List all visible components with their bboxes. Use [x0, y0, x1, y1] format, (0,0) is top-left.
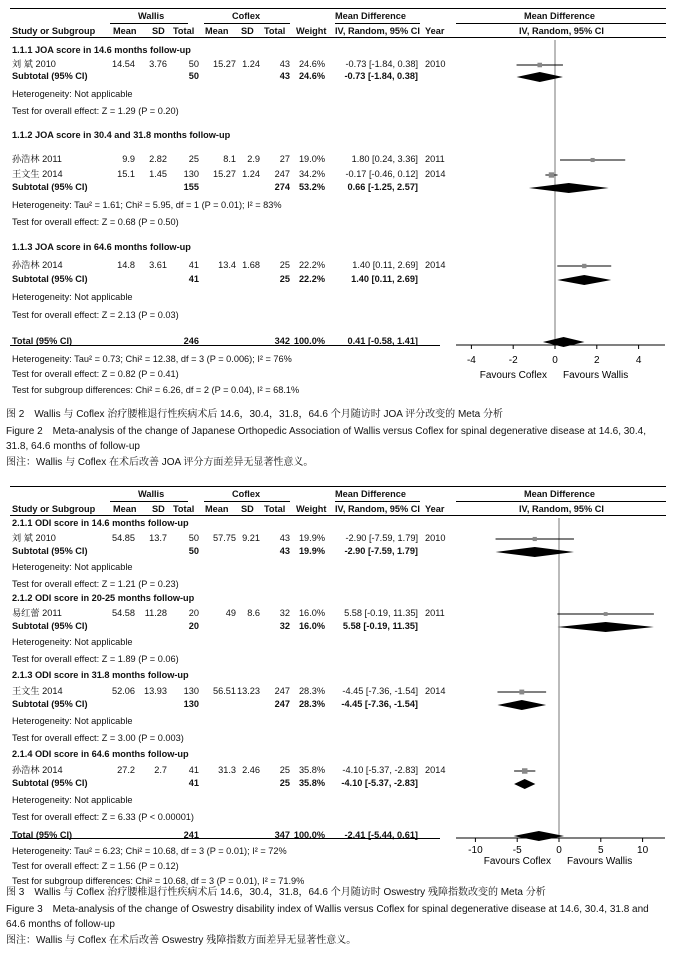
- mean-header-wallis: Mean: [113, 504, 137, 514]
- footer-stat: Heterogeneity: Tau² = 0.73; Chi² = 12.38, df = 3 (P = 0.006); I² = 76%: [12, 354, 292, 364]
- weight-header: Weight: [296, 26, 327, 36]
- heterogeneity-text: Heterogeneity: Not applicable: [12, 562, 133, 572]
- total-coflex: 27: [279, 154, 290, 164]
- weight: 16.0%: [298, 608, 325, 618]
- study-name: 刘 斌 2010: [12, 533, 56, 543]
- mean-difference-ci: 0.41 [-0.58, 1.41]: [347, 336, 418, 346]
- weight: 35.8%: [298, 778, 325, 788]
- weight: 35.8%: [298, 765, 325, 775]
- md-header: Mean Difference: [335, 489, 406, 499]
- total-wallis: 130: [183, 169, 199, 179]
- subtotal-label: Subtotal (95% CI): [12, 71, 88, 81]
- mean-difference-ci: -4.10 [-5.37, -2.83]: [342, 765, 418, 775]
- mean-difference-ci: 1.40 [0.11, 2.69]: [352, 260, 418, 270]
- effect-square: [522, 768, 527, 773]
- total-wallis: 155: [183, 182, 199, 192]
- weight: 24.6%: [298, 59, 325, 69]
- sd-wallis: 3.76: [149, 59, 167, 69]
- x-tick-label: 10: [637, 845, 649, 856]
- sd-wallis: 2.7: [154, 765, 167, 775]
- footer-stat: Test for overall effect: Z = 0.82 (P = 0.41): [12, 369, 179, 379]
- year: 2014: [425, 169, 446, 179]
- mean-difference-ci: 1.80 [0.24, 3.36]: [351, 154, 418, 164]
- total-wallis: 50: [188, 533, 199, 543]
- subgroup-title: 1.1.2 JOA score in 30.4 and 31.8 months follow-up: [12, 130, 231, 140]
- mean-header-coflex: Mean: [205, 504, 229, 514]
- effect-square: [604, 612, 608, 616]
- mean-wallis: 54.85: [112, 533, 135, 543]
- caption-note: 图注：Wallis 与 Coflex 在术后改善 JOA 评分方面差异无显著性意义。: [6, 457, 314, 468]
- subtotal-label: Subtotal (95% CI): [12, 182, 88, 192]
- year-header: Year: [425, 26, 445, 36]
- effect-square: [533, 537, 537, 541]
- effect-square: [549, 172, 554, 177]
- weight: 16.0%: [298, 621, 325, 631]
- mean-wallis: 15.1: [117, 169, 135, 179]
- sd-header-wallis: SD: [152, 504, 165, 514]
- overall-effect-text: Test for overall effect: Z = 1.29 (P = 0.20): [12, 106, 179, 116]
- sd-coflex: 2.9: [247, 154, 260, 164]
- sd-wallis: 13.93: [144, 686, 167, 696]
- mean-coflex: 15.27: [213, 169, 236, 179]
- total-label: Total (95% CI): [12, 336, 73, 346]
- weight-header: Weight: [296, 504, 327, 514]
- total-label: Total (95% CI): [12, 830, 73, 840]
- total-coflex: 247: [274, 169, 290, 179]
- study-name: 王文生 2014: [12, 169, 63, 179]
- total-coflex: 32: [279, 608, 290, 618]
- year: 2010: [425, 533, 446, 543]
- total-coflex: 247: [274, 699, 290, 709]
- mean-header-wallis: Mean: [113, 26, 137, 36]
- favours-left-label: Favours Coflex: [479, 370, 547, 381]
- plot-md-method-header: IV, Random, 95% CI: [519, 26, 604, 36]
- heterogeneity-text: Heterogeneity: Not applicable: [12, 795, 133, 805]
- caption-en: Figure 2 Meta-analysis of the change of Japanese Orthopedic Association of Wallis versus Coflex for spinal degenerative disease at 14.6, 30.4, 31.8, 64.6 months of follow-up: [6, 426, 646, 452]
- subgroup-title: 2.1.1 ODI score in 14.6 months follow-up: [12, 518, 189, 528]
- mean-difference-ci: -0.17 [-0.46, 0.12]: [345, 169, 418, 179]
- sd-coflex: 9.21: [242, 533, 260, 543]
- total-wallis: 50: [188, 546, 199, 556]
- group-header-wallis: Wallis: [138, 489, 165, 499]
- x-tick-label: 0: [556, 845, 562, 856]
- mean-coflex: 13.4: [218, 260, 236, 270]
- total-wallis: 25: [188, 154, 199, 164]
- study-header: Study or Subgroup: [12, 26, 96, 36]
- effect-square: [519, 690, 524, 695]
- overall-effect-text: Test for overall effect: Z = 2.13 (P = 0.03): [12, 310, 179, 320]
- weight: 100.0%: [293, 336, 325, 346]
- overall-effect-text: Test for overall effect: Z = 1.21 (P = 0.23): [12, 579, 179, 589]
- subtotal-label: Subtotal (95% CI): [12, 621, 88, 631]
- total-coflex: 43: [279, 71, 290, 81]
- sd-coflex: 1.24: [242, 169, 260, 179]
- study-name: 孙浩林 2011: [12, 154, 62, 164]
- mean-difference-ci: 5.58 [-0.19, 11.35]: [342, 621, 418, 631]
- total-wallis: 50: [188, 59, 199, 69]
- x-tick-label: -5: [512, 845, 522, 856]
- caption-note: 图注：Wallis 与 Coflex 在术后改善 Oswestry 残障指数方面差异无显著性意义。: [6, 935, 357, 946]
- mean-wallis: 14.8: [117, 260, 135, 270]
- plot-md-method-header: IV, Random, 95% CI: [519, 504, 604, 514]
- mean-difference-ci: -0.73 [-1.84, 0.38]: [344, 71, 418, 81]
- md-header: Mean Difference: [335, 11, 406, 21]
- total-wallis: 241: [183, 830, 199, 840]
- total-wallis: 41: [188, 274, 199, 284]
- study-name: 孙浩林 2014: [12, 765, 63, 775]
- overall-effect-text: Test for overall effect: Z = 3.00 (P = 0.003): [12, 733, 184, 743]
- total-coflex: 32: [279, 621, 290, 631]
- year: 2014: [425, 260, 446, 270]
- total-coflex: 43: [279, 546, 290, 556]
- mean-wallis: 9.9: [122, 154, 135, 164]
- mean-coflex: 15.27: [213, 59, 236, 69]
- total-wallis: 50: [188, 71, 199, 81]
- sd-coflex: 8.6: [247, 608, 260, 618]
- weight: 100.0%: [293, 830, 325, 840]
- total-coflex: 43: [279, 59, 290, 69]
- weight: 28.3%: [298, 699, 325, 709]
- sd-coflex: 1.24: [242, 59, 260, 69]
- effect-square: [591, 158, 595, 162]
- mean-wallis: 14.54: [112, 59, 135, 69]
- mean-coflex: 57.75: [213, 533, 236, 543]
- year: 2014: [425, 765, 446, 775]
- total-wallis: 20: [188, 608, 199, 618]
- total-header-wallis: Total: [173, 504, 195, 514]
- x-tick-label: -4: [466, 355, 476, 366]
- caption-en: Figure 3 Meta-analysis of the change of Oswestry disability index of Wallis versus Coflex for spinal degenerative disease at 14.6, 30.4, 31.8 and 64.6 months of follow-up: [6, 904, 649, 930]
- sd-wallis: 11.28: [144, 608, 167, 618]
- subtotal-label: Subtotal (95% CI): [12, 546, 88, 556]
- sd-coflex: 2.46: [242, 765, 260, 775]
- subtotal-diamond: [557, 275, 611, 285]
- total-coflex: 25: [279, 260, 290, 270]
- heterogeneity-text: Heterogeneity: Not applicable: [12, 89, 133, 99]
- caption-zh: 图 2 Wallis 与 Coflex 治疗腰椎退行性疾病术后 14.6，30.4，31.8，64.6 个月随访时 JOA 评分改变的 Meta 分析: [6, 409, 503, 420]
- mean-difference-ci: 5.58 [-0.19, 11.35]: [344, 608, 418, 618]
- sd-wallis: 13.7: [149, 533, 167, 543]
- footer-stat: Test for subgroup differences: Chi² = 6.26, df = 2 (P = 0.04), I² = 68.1%: [12, 385, 300, 395]
- overall-effect-text: Test for overall effect: Z = 0.68 (P = 0.50): [12, 217, 179, 227]
- mean-difference-ci: -4.45 [-7.36, -1.54]: [342, 686, 418, 696]
- mean-difference-ci: -0.73 [-1.84, 0.38]: [345, 59, 418, 69]
- x-tick-label: 2: [594, 355, 600, 366]
- overall-effect-text: Test for overall effect: Z = 6.33 (P < 0.00001): [12, 812, 194, 822]
- mean-difference-ci: -4.10 [-5.37, -2.83]: [341, 778, 418, 788]
- total-wallis: 41: [188, 765, 199, 775]
- year: 2010: [425, 59, 446, 69]
- subgroup-title: 1.1.1 JOA score in 14.6 months follow-up: [12, 45, 191, 55]
- total-wallis: 246: [183, 336, 199, 346]
- subtotal-diamond: [496, 547, 574, 557]
- weight: 19.0%: [298, 154, 325, 164]
- sd-coflex: 13.23: [237, 686, 260, 696]
- heterogeneity-text: Heterogeneity: Not applicable: [12, 292, 133, 302]
- footer-stat: Heterogeneity: Tau² = 6.23; Chi² = 10.68, df = 3 (P = 0.01); I² = 72%: [12, 846, 287, 856]
- mean-header-coflex: Mean: [205, 26, 229, 36]
- sd-header-coflex: SD: [241, 504, 254, 514]
- mean-difference-ci: -2.90 [-7.59, 1.79]: [344, 546, 418, 556]
- study-name: 孙浩林 2014: [12, 260, 63, 270]
- figure-3: [0, 478, 676, 953]
- study-name: 王文生 2014: [12, 686, 63, 696]
- year: 2011: [425, 608, 445, 618]
- total-coflex: 43: [279, 533, 290, 543]
- total-header-wallis: Total: [173, 26, 195, 36]
- mean-difference-ci: -2.41 [-5.44, 0.61]: [344, 830, 418, 840]
- favours-right-label: Favours Wallis: [567, 856, 633, 867]
- subtotal-diamond: [557, 622, 653, 632]
- total-coflex: 247: [274, 686, 290, 696]
- total-coflex: 342: [274, 336, 290, 346]
- total-header-coflex: Total: [264, 26, 286, 36]
- weight: 19.9%: [298, 546, 325, 556]
- year: 2011: [425, 154, 445, 164]
- total-coflex: 347: [274, 830, 290, 840]
- table-bottom-rule: [10, 838, 440, 839]
- total-wallis: 130: [183, 686, 199, 696]
- caption-zh: 图 3 Wallis 与 Coflex 治疗腰椎退行性疾病术后 14.6，30.4，31.8，64.6 个月随访时 Oswestry 残障指数改变的 Meta 分析: [6, 887, 546, 898]
- effect-square: [537, 63, 542, 68]
- mean-difference-ci: -2.90 [-7.59, 1.79]: [345, 533, 418, 543]
- x-tick-label: 0: [552, 355, 558, 366]
- mean-coflex: 8.1: [223, 154, 236, 164]
- mean-wallis: 54.58: [112, 608, 135, 618]
- group-header-wallis: Wallis: [138, 11, 165, 21]
- x-tick-label: -10: [468, 845, 483, 856]
- group-header-coflex: Coflex: [232, 489, 261, 499]
- heterogeneity-text: Heterogeneity: Not applicable: [12, 637, 133, 647]
- mean-difference-ci: 1.40 [0.11, 2.69]: [351, 274, 418, 284]
- total-wallis: 20: [188, 621, 199, 631]
- study-header: Study or Subgroup: [12, 504, 96, 514]
- plot-md-header: Mean Difference: [524, 11, 595, 21]
- total-coflex: 25: [279, 778, 290, 788]
- sd-header-wallis: SD: [152, 26, 165, 36]
- mean-coflex: 49: [225, 608, 236, 618]
- table-bottom-rule: [10, 345, 440, 346]
- sd-wallis: 3.61: [149, 260, 167, 270]
- favours-left-label: Favours Coflex: [483, 856, 551, 867]
- subgroup-title: 2.1.3 ODI score in 31.8 months follow-up: [12, 670, 189, 680]
- plot-md-header: Mean Difference: [524, 489, 595, 499]
- weight: 22.2%: [298, 274, 325, 284]
- overall-effect-text: Test for overall effect: Z = 1.89 (P = 0.06): [12, 654, 179, 664]
- total-header-coflex: Total: [264, 504, 286, 514]
- total-wallis: 41: [188, 260, 199, 270]
- weight: 53.2%: [298, 182, 325, 192]
- group-header-coflex: Coflex: [232, 11, 261, 21]
- favours-right-label: Favours Wallis: [563, 370, 629, 381]
- subgroup-title: 2.1.4 ODI score in 64.6 months follow-up: [12, 749, 189, 759]
- mean-wallis: 52.06: [112, 686, 135, 696]
- footer-stat: Test for subgroup differences: Chi² = 10.68, df = 3 (P = 0.01), I² = 71.9%: [12, 876, 305, 886]
- total-wallis: 130: [183, 699, 199, 709]
- mean-coflex: 31.3: [218, 765, 236, 775]
- weight: 22.2%: [298, 260, 325, 270]
- subgroup-title: 1.1.3 JOA score in 64.6 months follow-up: [12, 242, 191, 252]
- weight: 28.3%: [298, 686, 325, 696]
- md-method-header: IV, Random, 95% CI: [335, 26, 420, 36]
- effect-square: [582, 264, 586, 268]
- subtotal-diamond: [497, 700, 546, 710]
- subtotal-label: Subtotal (95% CI): [12, 274, 88, 284]
- footer-stat: Test for overall effect: Z = 1.56 (P = 0.12): [12, 861, 179, 871]
- weight: 34.2%: [298, 169, 325, 179]
- forest-plot: [0, 0, 676, 385]
- total-coflex: 25: [279, 274, 290, 284]
- mean-difference-ci: -4.45 [-7.36, -1.54]: [341, 699, 418, 709]
- heterogeneity-text: Heterogeneity: Not applicable: [12, 716, 133, 726]
- year-header: Year: [425, 504, 445, 514]
- study-name: 刘 斌 2010: [12, 59, 56, 69]
- total-coflex: 274: [274, 182, 290, 192]
- subtotal-label: Subtotal (95% CI): [12, 778, 88, 788]
- subgroup-title: 2.1.2 ODI score in 20-25 months follow-up: [12, 593, 195, 603]
- subtotal-label: Subtotal (95% CI): [12, 699, 88, 709]
- heterogeneity-text: Heterogeneity: Tau² = 1.61; Chi² = 5.95, df = 1 (P = 0.01); I² = 83%: [12, 200, 282, 210]
- x-tick-label: 5: [598, 845, 604, 856]
- sd-header-coflex: SD: [241, 26, 254, 36]
- x-tick-label: -2: [508, 355, 518, 366]
- total-diamond: [514, 831, 565, 841]
- sd-wallis: 1.45: [149, 169, 167, 179]
- mean-coflex: 56.51: [213, 686, 236, 696]
- weight: 19.9%: [298, 533, 325, 543]
- year: 2014: [425, 686, 446, 696]
- subtotal-diamond: [517, 72, 563, 82]
- md-method-header: IV, Random, 95% CI: [335, 504, 420, 514]
- sd-wallis: 2.82: [149, 154, 167, 164]
- figure-2: [0, 0, 676, 468]
- sd-coflex: 1.68: [242, 260, 260, 270]
- total-wallis: 41: [188, 778, 199, 788]
- study-name: 易红蕾 2011: [12, 608, 62, 618]
- weight: 24.6%: [298, 71, 325, 81]
- subtotal-diamond: [514, 779, 535, 789]
- total-coflex: 25: [279, 765, 290, 775]
- mean-wallis: 27.2: [117, 765, 135, 775]
- x-tick-label: 4: [635, 355, 642, 366]
- mean-difference-ci: 0.66 [-1.25, 2.57]: [347, 182, 418, 192]
- subtotal-diamond: [529, 183, 609, 193]
